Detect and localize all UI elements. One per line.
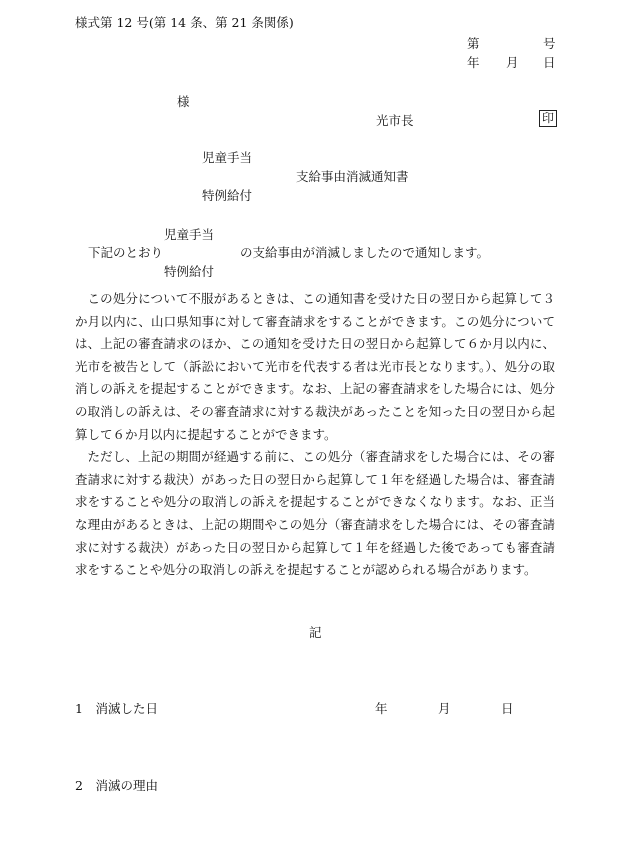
item-2-label: 2 消滅の理由 [75,778,158,793]
doc-date-day: 日 [543,55,556,70]
notice-tail: の支給事由が消滅しましたので通知します。 [240,245,490,260]
title-main: 支給事由消滅通知書 [296,169,409,184]
title-option-lower: 特例給付 [202,188,253,203]
ki-heading: 記 [309,625,322,640]
title-option-upper: 児童手当 [202,150,253,165]
body-text [75,288,555,582]
addressee-suffix: 様 [177,94,190,109]
notice-option-upper: 児童手当 [164,227,215,242]
item-1-day: 日 [501,701,514,716]
appeal-paragraph: この処分について不服があるときは、この通知書を受けた日の翌日から起算して３か月以内に、山口県知事に対して審査請求をすることができます。この処分については、上記の審査請求のほか、この通知を受けた日の翌日から起算して６か月以内に、光市を被告として（訴訟において光市を代表する者は光市長となります。）、処分の取消しの訴えを提起することができます。なお、上記の審査請求をした場合には、処分の取消しの訴えは、その審査請求に対する裁決があったことを知った日の翌日から起算して６か月以内に提起することができます。 [75,291,555,442]
doc-date-month: 月 [506,55,519,70]
doc-number-suffix: 号 [543,36,556,51]
item-1-year: 年 [375,701,388,716]
doc-date-year: 年 [467,55,480,70]
form-label: 様式第 12 号(第 14 条、第 21 条関係) [75,15,294,30]
seal-stamp: 印 [539,110,557,127]
deadline-paragraph: ただし、上記の期間が経過する前に、この処分（審査請求をした場合には、その審査請求に対する裁決）があった日の翌日から起算して１年を経過した場合は、審査請求をすることや処分の取消しの訴えを提起することができなくなります。なお、正当な理由があるときは、上記の期間やこの処分（審査請求をした場合には、その審査請求に対する裁決）があった日の翌日から起算して１年を経過した後であっても審査請求をすることや処分の取消しの訴えを提起することが認められる場合があります。 [75,449,555,578]
item-1-label: 1 消滅した日 [75,701,158,716]
notice-lead: 下記のとおり [88,245,164,260]
item-1-month: 月 [438,701,451,716]
sender: 光市長 [376,113,414,128]
doc-number-prefix: 第 [467,36,480,51]
notice-option-lower: 特例給付 [164,264,215,279]
